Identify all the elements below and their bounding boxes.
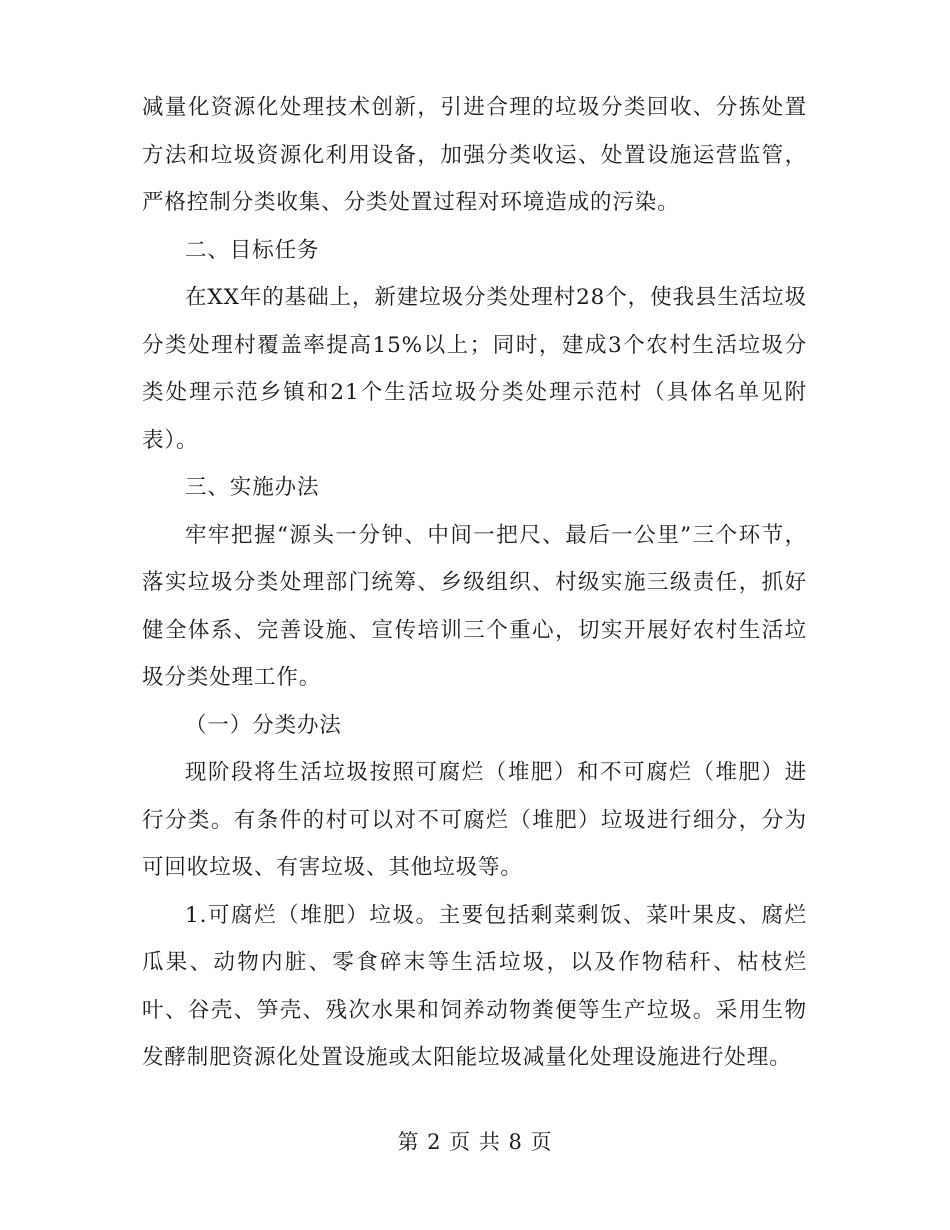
paragraph-goals: 在XX年的基础上，新建垃圾分类处理村28个，使我县生活垃圾分类处理村覆盖率提高15%以上；同时，建成3个农村生活垃圾分类处理示范乡镇和21个生活垃圾分类处理示范村（具体名单见附表）。 (142, 285, 807, 453)
page-number-footer: 第 2 页 共 8 页 (397, 1130, 553, 1154)
paragraph-methods: 牢牢把握“源头一分钟、中间一把尺、最后一公里”三个环节，落实垃圾分类处理部门统筹、乡级组织、村级实施三级责任，抓好健全体系、完善设施、宣传培训三个重心，切实开展好农村生活垃圾分类处理工作。 (142, 522, 807, 690)
section-heading-goals: 二、目标任务 (185, 237, 320, 263)
subsection-heading-classification: （一）分类办法 (185, 712, 342, 738)
paragraph-continuation: 减量化资源化处理技术创新，引进合理的垃圾分类回收、分拣处置方法和垃圾资源化利用设备，加强分类收运、处置设施运营监管，严格控制分类收集、分类处置过程对环境造成的污染。 (142, 95, 807, 215)
section-heading-methods: 三、实施办法 (185, 475, 320, 500)
paragraph-compostable-waste: 1.可腐烂（堆肥）垃圾。主要包括剩菜剩饭、菜叶果皮、腐烂瓜果、动物内脏、零食碎末等生活垃圾，以及作物秸秆、枯枝烂叶、谷壳、笋壳、残次水果和饲养动物粪便等生产垃圾。采用生物发酵制肥资源化处置设施或太阳能垃圾减量化处理设施进行处理。 (142, 902, 807, 1070)
document-body (142, 84, 807, 1082)
paragraph-classification: 现阶段将生活垃圾按照可腐烂（堆肥）和不可腐烂（堆肥）进行分类。有条件的村可以对不可腐烂（堆肥）垃圾进行细分，分为可回收垃圾、有害垃圾、其他垃圾等。 (142, 760, 807, 880)
